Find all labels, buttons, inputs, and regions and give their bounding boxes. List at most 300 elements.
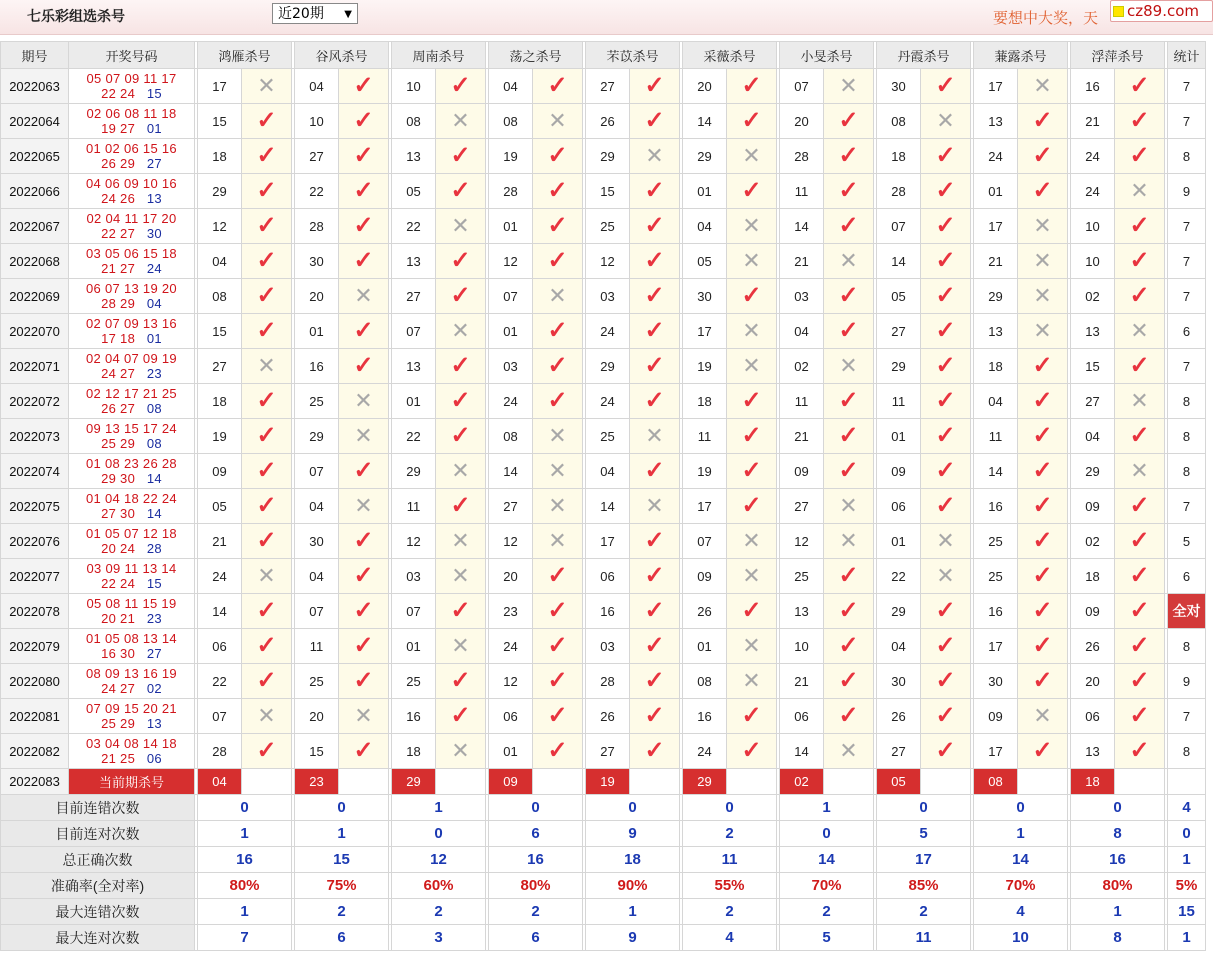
check-icon: ✓ [644, 282, 665, 309]
result-cell [921, 104, 971, 139]
check-icon: ✓ [644, 737, 665, 764]
kill-number: 24 [683, 734, 727, 769]
cross-icon: ✕ [354, 703, 373, 728]
result-cell [824, 69, 874, 104]
header-killer-1[interactable]: 鸿雁杀号 [198, 42, 292, 69]
check-icon: ✓ [547, 667, 568, 694]
result-cell [630, 279, 680, 314]
result-cell [1018, 419, 1068, 454]
draw-numbers-red: 25 29 [101, 436, 136, 451]
kill-number: 01 [877, 524, 921, 559]
kill-number: 29 [392, 454, 436, 489]
kill-number: 18 [683, 384, 727, 419]
cross-icon: ✕ [742, 633, 761, 658]
cross-icon: ✕ [839, 528, 858, 553]
cross-icon: ✕ [451, 108, 470, 133]
header-killer-5[interactable]: 芣苡杀号 [586, 42, 680, 69]
kill-number: 04 [198, 244, 242, 279]
result-cell [824, 174, 874, 209]
check-icon: ✓ [1032, 107, 1053, 134]
check-icon: ✓ [1129, 527, 1150, 554]
result-cell [533, 244, 583, 279]
kill-number: 17 [974, 734, 1018, 769]
check-icon: ✓ [450, 352, 471, 379]
cross-icon: ✕ [742, 318, 761, 343]
row-stat: 7 [1168, 699, 1206, 734]
summary-row [1, 899, 1206, 925]
result-cell [436, 489, 486, 524]
kill-number: 04 [295, 69, 339, 104]
summary-value: 1 [392, 795, 486, 821]
header-killer-7[interactable]: 小旻杀号 [780, 42, 874, 69]
kill-number: 24 [586, 314, 630, 349]
kill-number: 10 [295, 104, 339, 139]
result-cell [1115, 489, 1165, 524]
kill-number: 27 [877, 314, 921, 349]
summary-value: 12 [392, 847, 486, 873]
check-icon: ✓ [1032, 492, 1053, 519]
kill-number: 27 [586, 734, 630, 769]
result-cell [339, 349, 389, 384]
check-icon: ✓ [1032, 352, 1053, 379]
check-icon: ✓ [1129, 107, 1150, 134]
result-cell [242, 629, 292, 664]
kill-number: 29 [198, 174, 242, 209]
kill-number: 16 [974, 594, 1018, 629]
result-cell [436, 699, 486, 734]
check-icon: ✓ [450, 72, 471, 99]
kill-number: 22 [295, 174, 339, 209]
result-cell [727, 384, 777, 419]
summary-label: 总正确次数 [1, 847, 195, 873]
result-cell [533, 594, 583, 629]
kill-number: 07 [295, 454, 339, 489]
kill-number: 30 [877, 69, 921, 104]
kill-number: 29 [1071, 454, 1115, 489]
kill-number: 21 [780, 419, 824, 454]
result-cell [1115, 174, 1165, 209]
draw-numbers-special: 27 [146, 156, 162, 171]
result-cell [1115, 454, 1165, 489]
cross-icon: ✕ [451, 458, 470, 483]
cross-icon: ✕ [936, 528, 955, 553]
check-icon: ✓ [838, 142, 859, 169]
header-killer-10[interactable]: 浮萍杀号 [1071, 42, 1165, 69]
cross-icon: ✕ [451, 738, 470, 763]
check-icon: ✓ [935, 597, 956, 624]
kill-number: 09 [198, 454, 242, 489]
row-stat: 8 [1168, 629, 1206, 664]
kill-number: 29 [877, 594, 921, 629]
summary-stat: 0 [1168, 821, 1206, 847]
result-cell [339, 559, 389, 594]
page-title: 七乐彩组选杀号 [27, 9, 125, 25]
kill-number: 25 [295, 384, 339, 419]
kill-number: 07 [295, 594, 339, 629]
check-icon: ✓ [353, 72, 374, 99]
result-cell [533, 699, 583, 734]
check-icon: ✓ [644, 702, 665, 729]
result-cell [436, 629, 486, 664]
cross-icon: ✕ [257, 563, 276, 588]
result-cell [630, 629, 680, 664]
check-icon: ✓ [450, 597, 471, 624]
kill-number: 12 [489, 664, 533, 699]
check-icon: ✓ [1129, 142, 1150, 169]
result-cell [824, 594, 874, 629]
kill-number: 09 [683, 559, 727, 594]
result-cell [824, 104, 874, 139]
kill-number: 12 [780, 524, 824, 559]
check-icon: ✓ [1129, 352, 1150, 379]
summary-value: 6 [295, 925, 389, 951]
check-icon: ✓ [353, 142, 374, 169]
kill-number: 27 [1071, 384, 1115, 419]
result-cell [436, 69, 486, 104]
kill-number: 24 [489, 384, 533, 419]
result-cell [533, 349, 583, 384]
row-stat: 7 [1168, 69, 1206, 104]
kill-number: 18 [198, 139, 242, 174]
current-period: 2022083 [1, 769, 69, 795]
kill-number: 04 [877, 629, 921, 664]
summary-value: 2 [392, 899, 486, 925]
result-cell [1115, 629, 1165, 664]
draw-numbers-special: 13 [146, 716, 162, 731]
kill-number: 09 [974, 699, 1018, 734]
summary-value: 75% [295, 873, 389, 899]
kill-number: 08 [489, 104, 533, 139]
result-cell [727, 594, 777, 629]
summary-value: 2 [780, 899, 874, 925]
kill-number: 13 [974, 314, 1018, 349]
draw-numbers [69, 699, 195, 734]
result-cell [1018, 734, 1068, 769]
result-cell [727, 209, 777, 244]
kill-number: 25 [974, 559, 1018, 594]
cross-icon: ✕ [354, 388, 373, 413]
site-logo[interactable] [1110, 0, 1213, 22]
check-icon: ✓ [547, 177, 568, 204]
result-cell [630, 314, 680, 349]
result-cell [1115, 244, 1165, 279]
draw-numbers-line1: 01 02 06 15 16 [86, 141, 177, 156]
result-cell [727, 174, 777, 209]
check-icon: ✓ [935, 737, 956, 764]
kill-number: 09 [1071, 594, 1115, 629]
result-cell [824, 664, 874, 699]
kill-number: 05 [683, 244, 727, 279]
result-cell [436, 734, 486, 769]
result-cell [921, 489, 971, 524]
period-cell: 2022071 [1, 349, 69, 384]
check-icon: ✓ [547, 632, 568, 659]
row-stat: 7 [1168, 349, 1206, 384]
row-stat: 9 [1168, 174, 1206, 209]
check-icon: ✓ [838, 212, 859, 239]
row-stat: 8 [1168, 384, 1206, 419]
check-icon: ✓ [256, 457, 277, 484]
summary-value: 0 [392, 821, 486, 847]
result-cell [339, 419, 389, 454]
kill-number: 13 [392, 139, 436, 174]
header-numbers: 开奖号码 [69, 42, 195, 69]
period-select[interactable] [272, 3, 358, 24]
kill-number: 18 [877, 139, 921, 174]
result-cell [921, 524, 971, 559]
kill-number: 01 [295, 314, 339, 349]
table-row [1, 419, 1206, 454]
draw-numbers-red: 20 24 [101, 541, 136, 556]
kill-number: 19 [683, 349, 727, 384]
kill-number: 01 [877, 419, 921, 454]
kill-number: 02 [1071, 279, 1115, 314]
result-cell [727, 279, 777, 314]
result-cell [630, 524, 680, 559]
result-cell [242, 244, 292, 279]
kill-number: 01 [683, 174, 727, 209]
result-cell [1018, 594, 1068, 629]
result-cell [727, 524, 777, 559]
summary-label: 最大连错次数 [1, 899, 195, 925]
result-cell [630, 454, 680, 489]
draw-numbers-line1: 03 04 08 14 18 [86, 736, 177, 751]
draw-numbers-special: 01 [146, 331, 162, 346]
table-row [1, 244, 1206, 279]
kill-number: 25 [974, 524, 1018, 559]
draw-numbers-special: 04 [146, 296, 162, 311]
check-icon: ✓ [353, 667, 374, 694]
header-stat: 统计 [1168, 42, 1206, 69]
kill-number: 04 [586, 454, 630, 489]
header-period: 期号 [1, 42, 69, 69]
summary-value: 70% [780, 873, 874, 899]
header-killer-2[interactable]: 谷风杀号 [295, 42, 389, 69]
summary-value: 0 [586, 795, 680, 821]
check-icon: ✓ [547, 702, 568, 729]
kill-number: 13 [1071, 314, 1115, 349]
summary-value: 1 [198, 899, 292, 925]
cross-icon: ✕ [645, 493, 664, 518]
result-cell [921, 384, 971, 419]
kill-number: 01 [974, 174, 1018, 209]
draw-numbers-red: 19 27 [101, 121, 136, 136]
draw-numbers-line2 [69, 86, 194, 101]
row-stat: 6 [1168, 559, 1206, 594]
check-icon: ✓ [1032, 527, 1053, 554]
header-killer-4[interactable]: 荡之杀号 [489, 42, 583, 69]
result-cell [630, 244, 680, 279]
check-icon: ✓ [935, 422, 956, 449]
result-cell [1115, 384, 1165, 419]
summary-value: 0 [683, 795, 777, 821]
result-cell [533, 489, 583, 524]
kill-number: 21 [780, 664, 824, 699]
table-row [1, 209, 1206, 244]
result-cell [630, 664, 680, 699]
header-killer-3[interactable]: 周南杀号 [392, 42, 486, 69]
current-kill-number: 23 [295, 769, 339, 795]
table-row [1, 69, 1206, 104]
header-killer-9[interactable]: 蒹露杀号 [974, 42, 1068, 69]
kill-number: 27 [198, 349, 242, 384]
kill-number: 29 [877, 349, 921, 384]
kill-number: 03 [586, 629, 630, 664]
kill-number: 14 [877, 244, 921, 279]
period-cell: 2022078 [1, 594, 69, 629]
check-icon: ✓ [741, 457, 762, 484]
current-empty [339, 769, 389, 795]
result-cell [242, 559, 292, 594]
table-row [1, 384, 1206, 419]
check-icon: ✓ [450, 667, 471, 694]
summary-value: 2 [295, 899, 389, 925]
table-row [1, 314, 1206, 349]
result-cell [436, 594, 486, 629]
current-period-row [1, 769, 1206, 795]
kill-number: 26 [1071, 629, 1115, 664]
cross-icon: ✕ [354, 493, 373, 518]
summary-value: 0 [1071, 795, 1165, 821]
draw-numbers-line1: 01 05 08 13 14 [86, 631, 177, 646]
check-icon: ✓ [547, 352, 568, 379]
kill-number: 26 [586, 104, 630, 139]
result-cell [824, 419, 874, 454]
result-cell [339, 139, 389, 174]
draw-numbers-line2 [69, 751, 194, 766]
kill-number: 12 [392, 524, 436, 559]
kill-number: 01 [489, 314, 533, 349]
result-cell [630, 699, 680, 734]
draw-numbers-line2 [69, 156, 194, 171]
result-cell [242, 489, 292, 524]
kill-number: 03 [392, 559, 436, 594]
summary-value: 16 [489, 847, 583, 873]
result-cell [1018, 314, 1068, 349]
kill-number: 21 [198, 524, 242, 559]
result-cell [1018, 664, 1068, 699]
result-cell [533, 419, 583, 454]
header-killer-6[interactable]: 采薇杀号 [683, 42, 777, 69]
draw-numbers-line1: 09 13 15 17 24 [86, 421, 177, 436]
check-icon: ✓ [838, 632, 859, 659]
check-icon: ✓ [741, 597, 762, 624]
cross-icon: ✕ [548, 528, 567, 553]
result-cell [824, 139, 874, 174]
check-icon: ✓ [256, 282, 277, 309]
kill-number: 24 [1071, 139, 1115, 174]
kill-number: 07 [392, 594, 436, 629]
slogan-text: 要想中大奖，天 [993, 9, 1099, 27]
cross-icon: ✕ [548, 423, 567, 448]
kill-number: 24 [974, 139, 1018, 174]
result-cell [921, 629, 971, 664]
kill-number: 13 [392, 244, 436, 279]
summary-value: 1 [586, 899, 680, 925]
check-icon: ✓ [741, 177, 762, 204]
summary-value: 5 [877, 821, 971, 847]
check-icon: ✓ [256, 177, 277, 204]
kill-number: 30 [974, 664, 1018, 699]
kill-number: 14 [198, 594, 242, 629]
summary-row [1, 925, 1206, 951]
kill-number: 25 [392, 664, 436, 699]
draw-numbers-red: 24 27 [101, 681, 136, 696]
result-cell [242, 594, 292, 629]
period-cell: 2022064 [1, 104, 69, 139]
result-cell [436, 244, 486, 279]
check-icon: ✓ [450, 177, 471, 204]
result-cell [1018, 524, 1068, 559]
result-cell [1018, 699, 1068, 734]
kill-number: 13 [780, 594, 824, 629]
result-cell [339, 699, 389, 734]
check-icon: ✓ [1032, 597, 1053, 624]
kill-number: 08 [489, 419, 533, 454]
draw-numbers [69, 629, 195, 664]
result-cell [436, 174, 486, 209]
check-icon: ✓ [935, 212, 956, 239]
kill-number: 27 [392, 279, 436, 314]
result-cell [727, 559, 777, 594]
kill-number: 01 [392, 384, 436, 419]
result-cell [727, 314, 777, 349]
row-stat: 6 [1168, 314, 1206, 349]
header-killer-8[interactable]: 丹霞杀号 [877, 42, 971, 69]
kill-number: 14 [780, 734, 824, 769]
check-icon: ✓ [741, 387, 762, 414]
kill-number: 18 [198, 384, 242, 419]
check-icon: ✓ [256, 597, 277, 624]
check-icon: ✓ [353, 457, 374, 484]
draw-numbers-line2 [69, 261, 194, 276]
row-stat: 7 [1168, 489, 1206, 524]
result-cell [339, 489, 389, 524]
kill-number: 07 [780, 69, 824, 104]
row-stat: 7 [1168, 279, 1206, 314]
result-cell [1115, 69, 1165, 104]
check-icon: ✓ [353, 107, 374, 134]
cross-icon: ✕ [1033, 213, 1052, 238]
check-icon: ✓ [256, 632, 277, 659]
result-cell [1115, 209, 1165, 244]
summary-value: 6 [489, 821, 583, 847]
summary-value: 10 [974, 925, 1068, 951]
summary-value: 1 [295, 821, 389, 847]
cross-icon: ✕ [936, 563, 955, 588]
check-icon: ✓ [1129, 72, 1150, 99]
draw-numbers [69, 139, 195, 174]
cross-icon: ✕ [742, 528, 761, 553]
draw-numbers-line1: 03 05 06 15 18 [86, 246, 177, 261]
summary-value: 4 [974, 899, 1068, 925]
kill-number: 24 [489, 629, 533, 664]
kill-number-table [0, 41, 1206, 951]
kill-number: 09 [877, 454, 921, 489]
kill-number: 01 [489, 209, 533, 244]
summary-value: 80% [1071, 873, 1165, 899]
summary-value: 70% [974, 873, 1068, 899]
kill-number: 15 [198, 314, 242, 349]
check-icon: ✓ [353, 562, 374, 589]
kill-number: 29 [683, 139, 727, 174]
result-cell [824, 629, 874, 664]
check-icon: ✓ [838, 457, 859, 484]
check-icon: ✓ [935, 632, 956, 659]
result-cell [921, 244, 971, 279]
result-cell [824, 524, 874, 559]
check-icon: ✓ [935, 702, 956, 729]
